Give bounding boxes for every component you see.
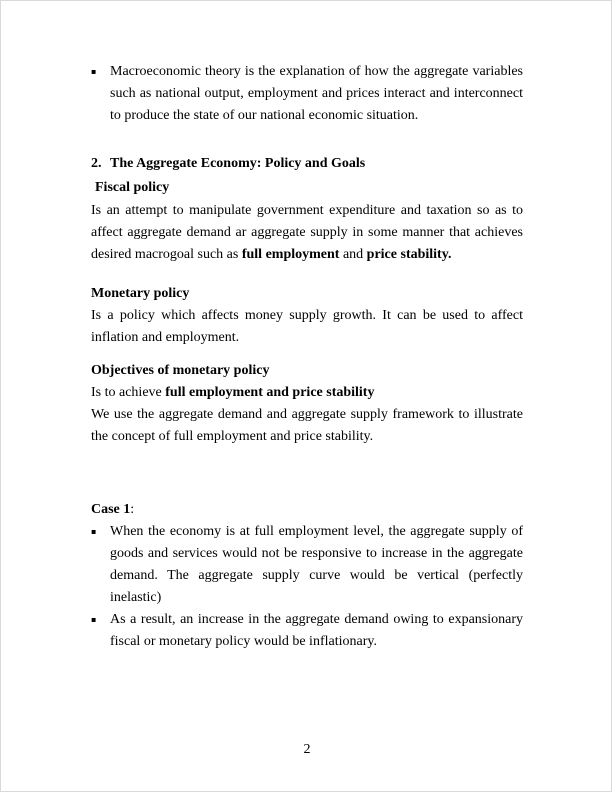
- fiscal-policy-heading: Fiscal policy: [95, 180, 170, 195]
- section-heading-title: The Aggregate Economy: Policy and Goals: [110, 156, 366, 171]
- fiscal-policy-paragraph: [91, 200, 523, 266]
- bullet-square-icon: ▪: [91, 615, 97, 624]
- case1-bullet-item: [91, 609, 523, 653]
- objectives-line1: [91, 382, 523, 404]
- case1-label: Case 1: [91, 502, 131, 517]
- objectives-line2: We use the aggregate demand and aggregate supply framework to illustrate the concept of full employment and price stability.: [91, 407, 523, 444]
- page-number: 2: [303, 742, 311, 757]
- monetary-policy-heading: Monetary policy: [91, 286, 190, 301]
- bullet-square-icon: ▪: [91, 527, 97, 536]
- text-segment-bold: full employment and price stability: [165, 385, 375, 400]
- text-segment: Is an attempt to manipulate government expenditure and taxation so as to affect aggregate demand ar aggregate supply in some manner that achieves desired macrogoal such as: [91, 203, 523, 262]
- case1-bullet-list: [91, 521, 523, 653]
- text-segment: and: [339, 247, 367, 262]
- case1-bullet-text: When the economy is at full employment level, the aggregate supply of goods and services would not be responsive to increase in the aggregate demand. The aggregate supply curve would be vertical (perfectly inelastic): [110, 524, 523, 605]
- text-segment: Is to achieve: [91, 385, 166, 400]
- bullet-square-icon: ▪: [91, 67, 97, 76]
- case1-bullet-item: [91, 521, 523, 609]
- intro-bullet-text: Macroeconomic theory is the explanation of how the aggregate variables such as national output, employment and prices interact and interconnect to produce the state of our national economic situation.: [110, 64, 523, 123]
- section-heading-number: 2.: [91, 156, 102, 171]
- case1-colon: :: [130, 502, 135, 517]
- monetary-policy-paragraph: Is a policy which affects money supply growth. It can be used to affect inflation and employment.: [91, 308, 523, 345]
- section-heading: [91, 153, 523, 175]
- case1-heading: [91, 499, 523, 521]
- intro-bullet-item: [91, 61, 523, 127]
- text-segment-bold: price stability.: [366, 247, 452, 262]
- case1-bullet-text: As a result, an increase in the aggregate demand owing to expansionary fiscal or monetary policy would be inflationary.: [110, 612, 523, 649]
- text-segment-bold: full employment: [241, 247, 340, 262]
- page-content: [91, 61, 523, 653]
- objectives-heading: Objectives of monetary policy: [91, 363, 270, 378]
